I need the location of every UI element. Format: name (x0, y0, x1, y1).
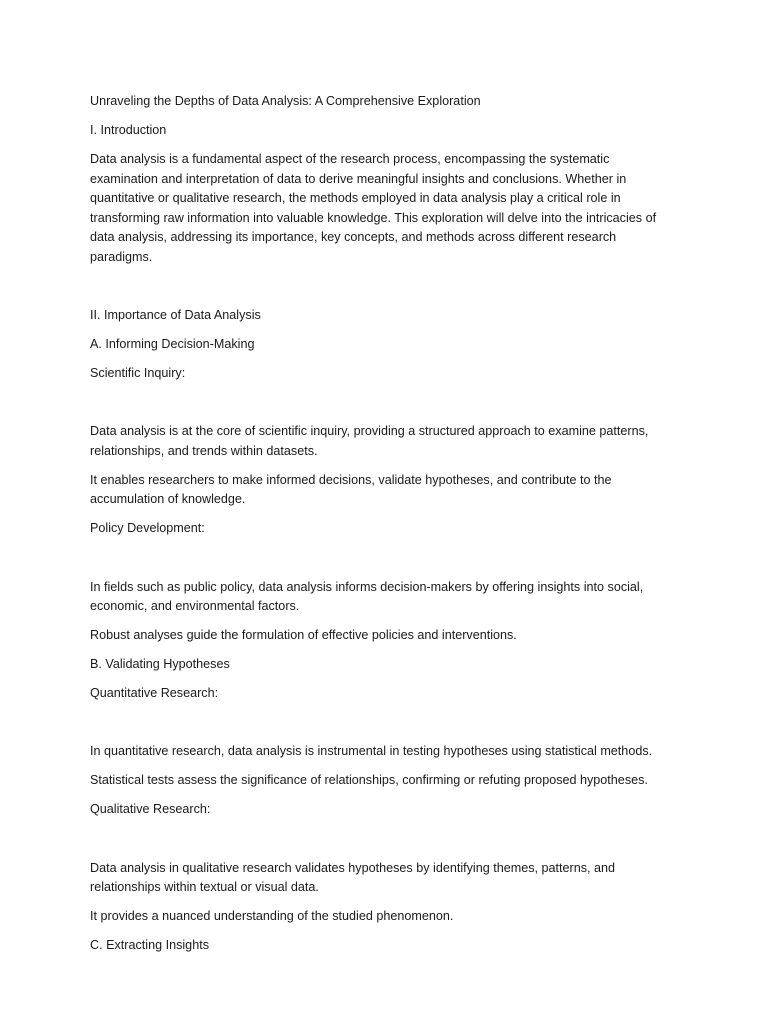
section-2-heading: II. Importance of Data Analysis (90, 308, 261, 323)
subsection-c-heading: C. Extracting Insights (90, 938, 209, 953)
policy-development-paragraph-2: Robust analyses guide the formulation of effective policies and interventions. (90, 628, 517, 643)
qualitative-research-paragraph-2: It provides a nuanced understanding of the studied phenomenon. (90, 909, 454, 924)
quantitative-research-paragraph-1: In quantitative research, data analysis is instrumental in testing hypotheses using statistical methods. (90, 744, 653, 759)
qualitative-research-label: Qualitative Research: (90, 802, 211, 817)
scientific-inquiry-label: Scientific Inquiry: (90, 366, 186, 381)
policy-development-label: Policy Development: (90, 521, 205, 536)
quantitative-research-label: Quantitative Research: (90, 686, 219, 701)
quantitative-research-paragraph-2: Statistical tests assess the significance of relationships, confirming or refuting proposed hypotheses. (90, 773, 648, 788)
section-1-heading: I. Introduction (90, 122, 167, 137)
subsection-a-heading: A. Informing Decision-Making (90, 337, 255, 352)
policy-development-paragraph-1: In fields such as public policy, data analysis informs decision-makers by offering insights into social, economic, and environmental factors. (90, 579, 644, 614)
scientific-inquiry-paragraph-2: It enables researchers to make informed decisions, validate hypotheses, and contribute to the accumulation of knowledge. (90, 472, 612, 507)
scientific-inquiry-paragraph-1: Data analysis is at the core of scientific inquiry, providing a structured approach to examine patterns, relationships, and trends within datasets. (90, 424, 649, 458)
section-1-paragraph: Data analysis is a fundamental aspect of the research process, encompassing the systematic examination and interpretation of data to derive meaningful insights and conclusions. Whether in quantitative or qualitative research, the methods employed in data analysis play a critical role in transforming raw information into valuable knowledge. This exploration will delve into the intricacies of data analysis, addressing its importance, key concepts, and methods across different research paradigms. (90, 151, 657, 264)
subsection-b-heading: B. Validating Hypotheses (90, 657, 230, 672)
document-title: Unraveling the Depths of Data Analysis: A Comprehensive Exploration (90, 94, 481, 108)
document-body (90, 92, 680, 965)
qualitative-research-paragraph-1: Data analysis in qualitative research validates hypotheses by identifying themes, patterns, and relationships within textual or visual data. (90, 860, 616, 895)
